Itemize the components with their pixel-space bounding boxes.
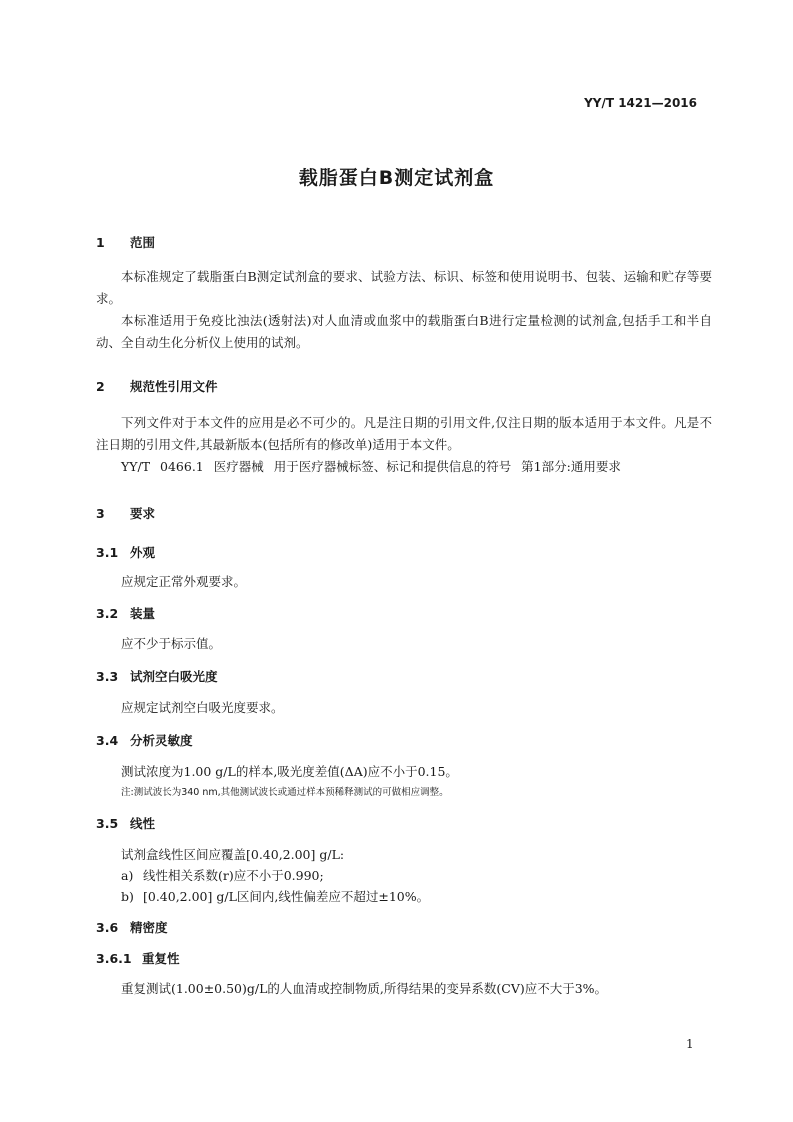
section-3-6-1-heading	[96, 949, 180, 967]
section-title: 规范性引用文件	[130, 379, 218, 394]
section-title: 试剂空白吸光度	[130, 669, 218, 684]
section-title: 范围	[130, 235, 156, 250]
list-text: [0.40,2.00] g/L区间内,线性偏差应不超过±10%。	[143, 889, 430, 904]
section-number: 3	[96, 506, 105, 521]
section-title: 分析灵敏度	[130, 733, 193, 748]
section-title: 重复性	[142, 951, 180, 966]
section-title: 要求	[130, 506, 156, 521]
section-number: 3.6	[96, 920, 119, 935]
list-marker: a)	[121, 868, 134, 883]
section-3-2-heading	[96, 604, 155, 622]
section-number: 1	[96, 235, 105, 250]
section-3-4-heading	[96, 731, 193, 749]
list-marker: b)	[121, 889, 134, 904]
section-2-heading	[96, 377, 218, 395]
section-3-5-text: 试剂盒线性区间应覆盖[0.40,2.00] g/L:	[121, 847, 345, 862]
section-title: 外观	[130, 545, 156, 560]
section-title: 线性	[130, 816, 156, 831]
list-text: 线性相关系数(r)应不小于0.990;	[143, 868, 324, 883]
section-3-2-text: 应不少于标示值。	[121, 636, 222, 651]
section-number: 3.1	[96, 545, 119, 560]
section-1-paragraph-2: 本标准适用于免疫比浊法(透射法)对人血清或血浆中的载脂蛋白B进行定量检测的试剂盒,包括手工和半自动、全自动生化分析仪上使用的试剂。	[96, 313, 712, 350]
section-title: 装量	[130, 606, 156, 621]
section-3-3-text: 应规定试剂空白吸光度要求。	[121, 700, 284, 715]
list-item	[121, 866, 324, 884]
list-item	[121, 887, 429, 905]
section-3-6-1-text: 重复测试(1.00±0.50)g/L的人血清或控制物质,所得结果的变异系数(CV)应不大于3%。	[121, 981, 608, 996]
section-2-paragraph-1: 下列文件对于本文件的应用是必不可少的。凡是注日期的引用文件,仅注日期的版本适用于本文件。凡是不注日期的引用文件,其最新版本(包括所有的修改单)适用于本文件。	[96, 415, 712, 452]
document-title: 载脂蛋白B测定试剂盒	[298, 167, 495, 189]
section-number: 3.4	[96, 733, 119, 748]
section-1-heading	[96, 233, 155, 251]
section-number: 3.6.1	[96, 951, 132, 966]
section-number: 3.3	[96, 669, 119, 684]
section-3-5-heading	[96, 814, 155, 832]
section-title: 精密度	[130, 920, 168, 935]
page-number: 1	[686, 1037, 694, 1051]
section-2-reference: YY/T 0466.1 医疗器械 用于医疗器械标签、标记和提供信息的符号 第1部分:通用要求	[121, 459, 621, 474]
section-3-4-text: 测试浓度为1.00 g/L的样本,吸光度差值(ΔA)应不小于0.15。	[121, 764, 458, 779]
section-3-heading	[96, 504, 155, 522]
section-number: 2	[96, 379, 105, 394]
section-number: 3.2	[96, 606, 119, 621]
section-3-3-heading	[96, 667, 218, 685]
section-3-4-note: 注:测试波长为340 nm,其他测试波长或通过样本预稀释测试的可做相应调整。	[121, 787, 449, 798]
section-3-6-heading	[96, 918, 168, 936]
section-1-paragraph-1: 本标准规定了载脂蛋白B测定试剂盒的要求、试验方法、标识、标签和使用说明书、包装、运输和贮存等要求。	[96, 269, 712, 306]
section-3-1-heading	[96, 543, 155, 561]
section-number: 3.5	[96, 816, 119, 831]
standard-code: YY/T 1421—2016	[584, 96, 697, 110]
section-3-1-text: 应规定正常外观要求。	[121, 574, 247, 589]
